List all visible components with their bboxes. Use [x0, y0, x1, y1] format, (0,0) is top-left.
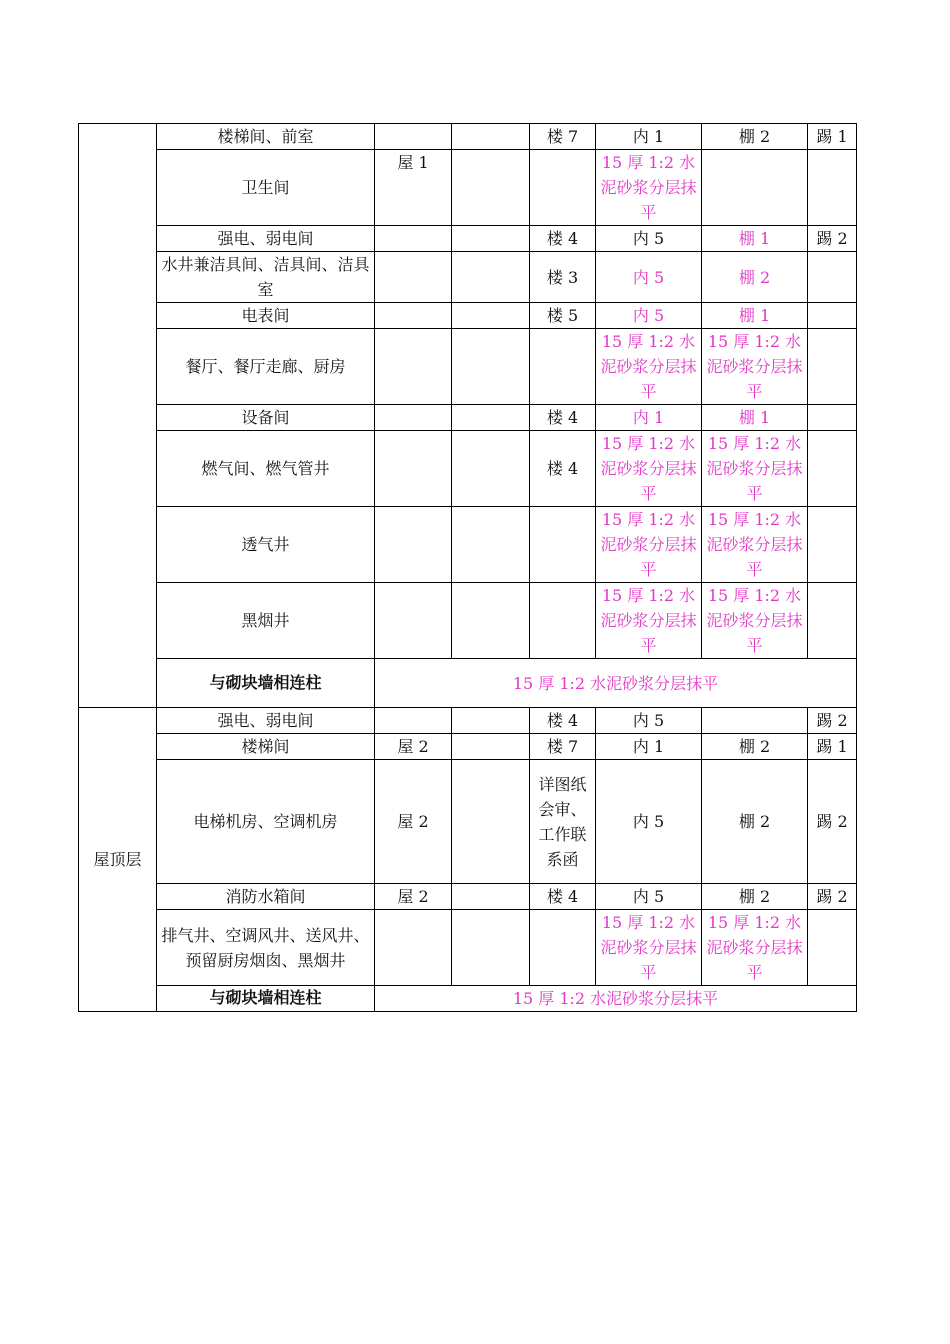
table-row [79, 708, 857, 734]
floor-finish-cell: 楼 7 [530, 124, 596, 150]
table-row [79, 431, 857, 507]
room-name-cell: 强电、弱电间 [157, 708, 375, 734]
floor-finish-cell [530, 583, 596, 659]
ceiling-finish-cell: 棚 2 [702, 124, 808, 150]
blank-cell [452, 252, 530, 303]
wall-finish-cell: 内 5 [596, 303, 702, 329]
table-row [79, 583, 857, 659]
table-row [79, 659, 857, 708]
blank-cell [452, 124, 530, 150]
column-row-label: 与砌块墙相连柱 [157, 659, 375, 708]
roof-cell [375, 431, 452, 507]
room-name-cell: 透气井 [157, 507, 375, 583]
skirting-cell: 踢 2 [808, 226, 857, 252]
roof-cell: 屋 2 [375, 760, 452, 884]
skirting-cell: 踢 2 [808, 884, 857, 910]
floor-finish-cell: 楼 4 [530, 708, 596, 734]
skirting-cell [808, 405, 857, 431]
roof-cell [375, 583, 452, 659]
room-name-cell: 黑烟井 [157, 583, 375, 659]
blank-cell [452, 583, 530, 659]
floor-label-cell: 屋顶层 [79, 708, 157, 1012]
blank-cell [452, 431, 530, 507]
table-row [79, 252, 857, 303]
wall-finish-cell: 内 1 [596, 124, 702, 150]
floor-finish-cell [530, 150, 596, 226]
roof-cell [375, 303, 452, 329]
table-row [79, 303, 857, 329]
wall-finish-cell: 15 厚 1:2 水泥砂浆分层抹平 [596, 583, 702, 659]
roof-cell [375, 708, 452, 734]
blank-cell [452, 734, 530, 760]
skirting-cell: 踢 2 [808, 760, 857, 884]
roof-cell [375, 226, 452, 252]
ceiling-finish-cell: 15 厚 1:2 水泥砂浆分层抹平 [702, 329, 808, 405]
wall-finish-cell: 15 厚 1:2 水泥砂浆分层抹平 [596, 507, 702, 583]
blank-cell [452, 303, 530, 329]
room-name-cell: 强电、弱电间 [157, 226, 375, 252]
wall-finish-cell: 内 5 [596, 252, 702, 303]
wall-finish-cell: 内 5 [596, 226, 702, 252]
blank-cell [452, 884, 530, 910]
wall-finish-cell: 内 5 [596, 760, 702, 884]
table-row [79, 734, 857, 760]
finish-schedule-table [78, 123, 857, 1012]
skirting-cell [808, 910, 857, 986]
room-name-cell: 水井兼洁具间、洁具间、洁具室 [157, 252, 375, 303]
table-row [79, 405, 857, 431]
room-name-cell: 卫生间 [157, 150, 375, 226]
room-name-cell: 楼梯间、前室 [157, 124, 375, 150]
roof-cell: 屋 2 [375, 734, 452, 760]
wall-finish-cell: 15 厚 1:2 水泥砂浆分层抹平 [596, 910, 702, 986]
wall-finish-cell: 内 1 [596, 734, 702, 760]
floor-finish-cell: 详图纸会审、工作联系函 [530, 760, 596, 884]
floor-finish-cell: 楼 5 [530, 303, 596, 329]
skirting-cell [808, 431, 857, 507]
blank-cell [452, 910, 530, 986]
skirting-cell [808, 150, 857, 226]
table-row [79, 884, 857, 910]
roof-cell: 屋 1 [375, 150, 452, 226]
wall-finish-cell: 内 1 [596, 405, 702, 431]
room-name-cell: 电表间 [157, 303, 375, 329]
skirting-cell [808, 252, 857, 303]
room-name-cell: 消防水箱间 [157, 884, 375, 910]
floor-finish-cell: 楼 7 [530, 734, 596, 760]
ceiling-finish-cell: 15 厚 1:2 水泥砂浆分层抹平 [702, 583, 808, 659]
skirting-cell [808, 329, 857, 405]
blank-cell [452, 405, 530, 431]
skirting-cell: 踢 1 [808, 124, 857, 150]
column-row-finish: 15 厚 1:2 水泥砂浆分层抹平 [375, 986, 857, 1012]
skirting-cell: 踢 1 [808, 734, 857, 760]
room-name-cell: 燃气间、燃气管井 [157, 431, 375, 507]
floor-finish-cell [530, 507, 596, 583]
ceiling-finish-cell [702, 150, 808, 226]
blank-cell [452, 226, 530, 252]
skirting-cell [808, 507, 857, 583]
blank-cell [452, 507, 530, 583]
wall-finish-cell: 15 厚 1:2 水泥砂浆分层抹平 [596, 431, 702, 507]
column-row-finish: 15 厚 1:2 水泥砂浆分层抹平 [375, 659, 857, 708]
floor-finish-cell: 楼 4 [530, 405, 596, 431]
blank-cell [452, 150, 530, 226]
roof-cell [375, 507, 452, 583]
room-name-cell: 电梯机房、空调机房 [157, 760, 375, 884]
skirting-cell [808, 303, 857, 329]
ceiling-finish-cell: 棚 2 [702, 734, 808, 760]
skirting-cell [808, 583, 857, 659]
column-row-label: 与砌块墙相连柱 [157, 986, 375, 1012]
room-name-cell: 餐厅、餐厅走廊、厨房 [157, 329, 375, 405]
table-row [79, 986, 857, 1012]
ceiling-finish-cell: 15 厚 1:2 水泥砂浆分层抹平 [702, 910, 808, 986]
floor-label-cell [79, 124, 157, 708]
table-row [79, 150, 857, 226]
roof-cell [375, 405, 452, 431]
table-row [79, 124, 857, 150]
ceiling-finish-cell: 15 厚 1:2 水泥砂浆分层抹平 [702, 431, 808, 507]
blank-cell [452, 760, 530, 884]
blank-cell [452, 329, 530, 405]
floor-finish-cell: 楼 3 [530, 252, 596, 303]
table-row [79, 226, 857, 252]
ceiling-finish-cell: 棚 1 [702, 303, 808, 329]
wall-finish-cell: 内 5 [596, 884, 702, 910]
ceiling-finish-cell: 棚 1 [702, 405, 808, 431]
wall-finish-cell: 15 厚 1:2 水泥砂浆分层抹平 [596, 150, 702, 226]
roof-cell [375, 910, 452, 986]
ceiling-finish-cell: 棚 2 [702, 884, 808, 910]
floor-finish-cell [530, 910, 596, 986]
ceiling-finish-cell [702, 708, 808, 734]
ceiling-finish-cell: 15 厚 1:2 水泥砂浆分层抹平 [702, 507, 808, 583]
room-name-cell: 排气井、空调风井、送风井、预留厨房烟囱、黑烟井 [157, 910, 375, 986]
ceiling-finish-cell: 棚 2 [702, 252, 808, 303]
room-name-cell: 楼梯间 [157, 734, 375, 760]
floor-finish-cell: 楼 4 [530, 884, 596, 910]
table-row [79, 910, 857, 986]
table-row [79, 329, 857, 405]
ceiling-finish-cell: 棚 2 [702, 760, 808, 884]
table-row [79, 507, 857, 583]
skirting-cell: 踢 2 [808, 708, 857, 734]
roof-cell: 屋 2 [375, 884, 452, 910]
floor-finish-cell: 楼 4 [530, 226, 596, 252]
floor-finish-cell [530, 329, 596, 405]
floor-finish-cell: 楼 4 [530, 431, 596, 507]
blank-cell [452, 708, 530, 734]
room-name-cell: 设备间 [157, 405, 375, 431]
roof-cell [375, 252, 452, 303]
wall-finish-cell: 15 厚 1:2 水泥砂浆分层抹平 [596, 329, 702, 405]
table-row [79, 760, 857, 884]
roof-cell [375, 124, 452, 150]
ceiling-finish-cell: 棚 1 [702, 226, 808, 252]
wall-finish-cell: 内 5 [596, 708, 702, 734]
roof-cell [375, 329, 452, 405]
